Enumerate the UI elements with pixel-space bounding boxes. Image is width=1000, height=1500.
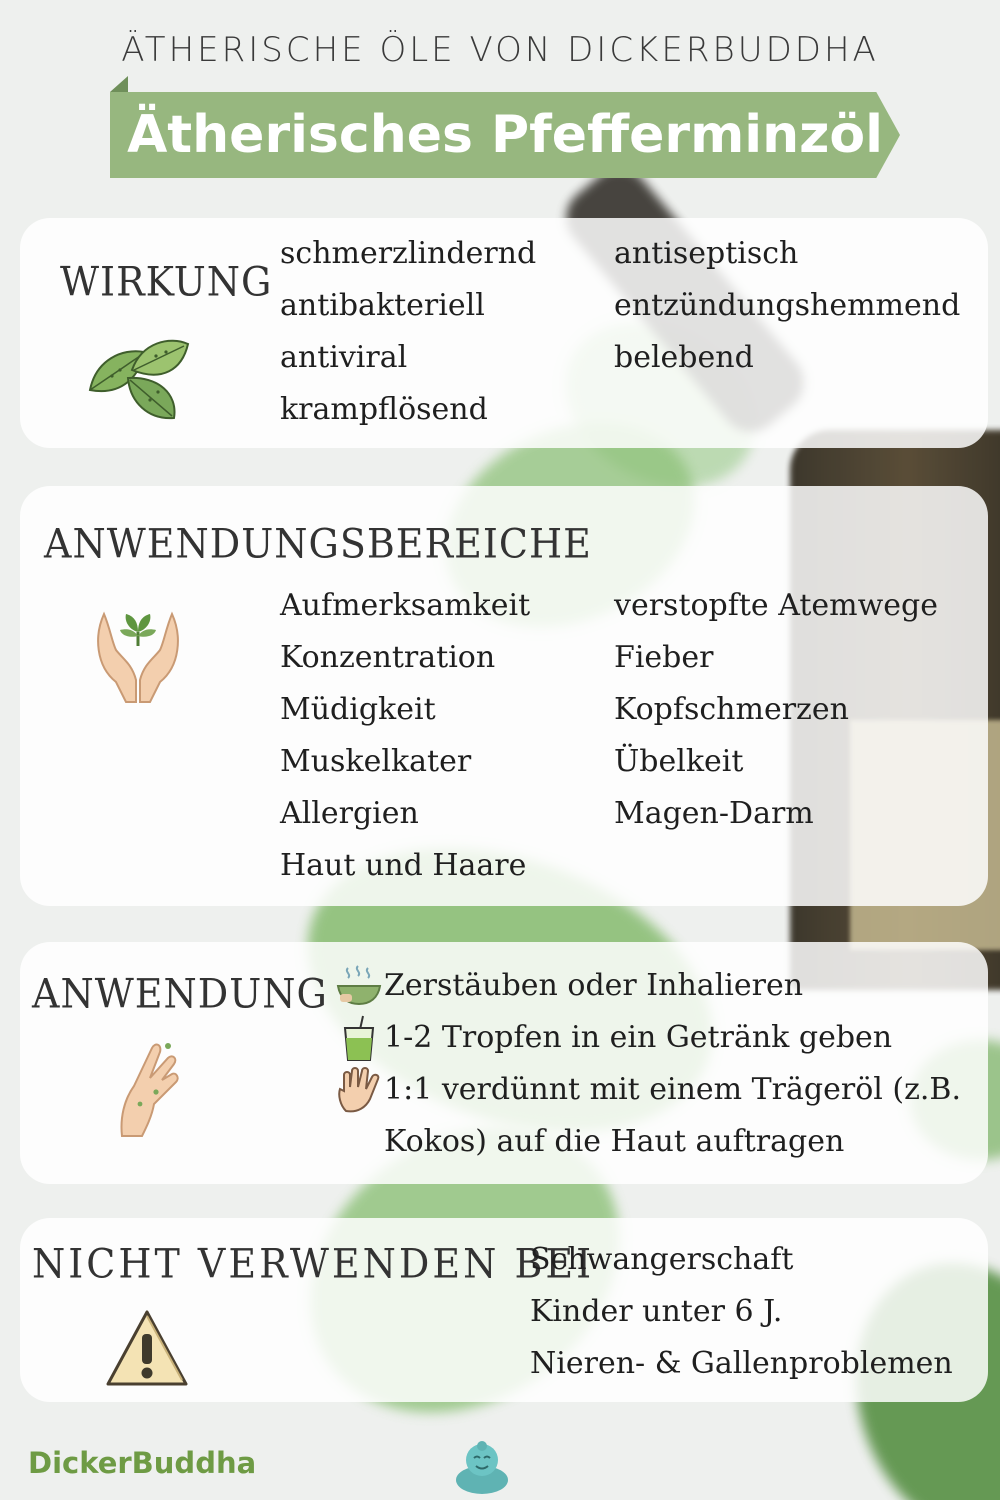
list-item: krampflösend: [280, 392, 488, 427]
list-item-text: Kokos) auf die Haut auftragen: [384, 1124, 845, 1159]
list-item: [334, 1116, 961, 1168]
supertitle: ÄTHERISCHE ÖLE VON DICKERBUDDHA: [121, 30, 879, 70]
list-item: Muskelkater: [280, 744, 472, 779]
list-item-text: 1-2 Tropfen in ein Getränk geben: [384, 1020, 893, 1055]
wirkung-card: [20, 218, 988, 448]
list-item: antiviral: [280, 340, 408, 375]
steaming-bowl-icon: [334, 960, 384, 1012]
list-item-text: Zerstäuben oder Inhalieren: [384, 968, 804, 1003]
nicht-verwenden-card: [20, 1218, 988, 1402]
list-item: verstopfte Atemwege: [614, 588, 938, 623]
list-item: Allergien: [280, 796, 419, 831]
list-item: belebend: [614, 340, 754, 375]
anwendung-heading: ANWENDUNG: [32, 970, 328, 1018]
list-item: Schwangerschaft: [530, 1242, 794, 1277]
list-item: schmerzlindernd: [280, 236, 537, 271]
list-item: Kopfschmerzen: [614, 692, 849, 727]
list-item: Müdigkeit: [280, 692, 436, 727]
open-hand-icon: [334, 1064, 384, 1116]
brand-name: DickerBuddha: [28, 1446, 257, 1480]
banner-fold: [110, 76, 128, 92]
list-item: Konzentration: [280, 640, 496, 675]
list-item: Magen-Darm: [614, 796, 814, 831]
hand-with-oil-drops-icon: [112, 1038, 182, 1146]
wirkung-list-left: [280, 228, 536, 436]
nicht-verwenden-heading: NICHT VERWENDEN BEI: [32, 1240, 595, 1288]
list-item: antiseptisch: [614, 236, 799, 271]
anwendung-list: [334, 960, 961, 1168]
wirkung-heading: WIRKUNG: [60, 258, 273, 306]
nicht-verwenden-list: [530, 1234, 953, 1390]
wirkung-list-right: [614, 228, 960, 384]
list-item-text: 1:1 verdünnt mit einem Trägeröl (z.B.: [384, 1072, 962, 1107]
list-item: antibakteriell: [280, 288, 485, 323]
list-item: Fieber: [614, 640, 714, 675]
anwendungsbereiche-list-right: [614, 580, 938, 840]
list-item: [334, 960, 961, 1012]
buddha-logo-icon: [452, 1440, 512, 1498]
list-item: Übelkeit: [614, 744, 744, 779]
anwendungsbereiche-card: [20, 486, 988, 906]
mint-leaves-icon: [82, 330, 192, 426]
page-title: Ätherisches Pfefferminzöl: [127, 105, 883, 165]
list-item: Aufmerksamkeit: [280, 588, 531, 623]
list-item: [334, 1012, 961, 1064]
list-item: entzündungshemmend: [614, 288, 961, 323]
list-item: Nieren- & Gallenproblemen: [530, 1346, 953, 1381]
drink-glass-icon: [334, 1012, 384, 1064]
anwendungsbereiche-list-left: [280, 580, 530, 892]
anwendungsbereiche-heading: ANWENDUNGSBEREICHE: [44, 520, 592, 568]
list-item: Kinder unter 6 J.: [530, 1294, 783, 1329]
list-item: Haut und Haare: [280, 848, 527, 883]
hands-with-plant-icon: [90, 606, 186, 710]
list-item: [334, 1064, 961, 1116]
warning-icon: [104, 1308, 190, 1394]
anwendung-card: [20, 942, 988, 1184]
